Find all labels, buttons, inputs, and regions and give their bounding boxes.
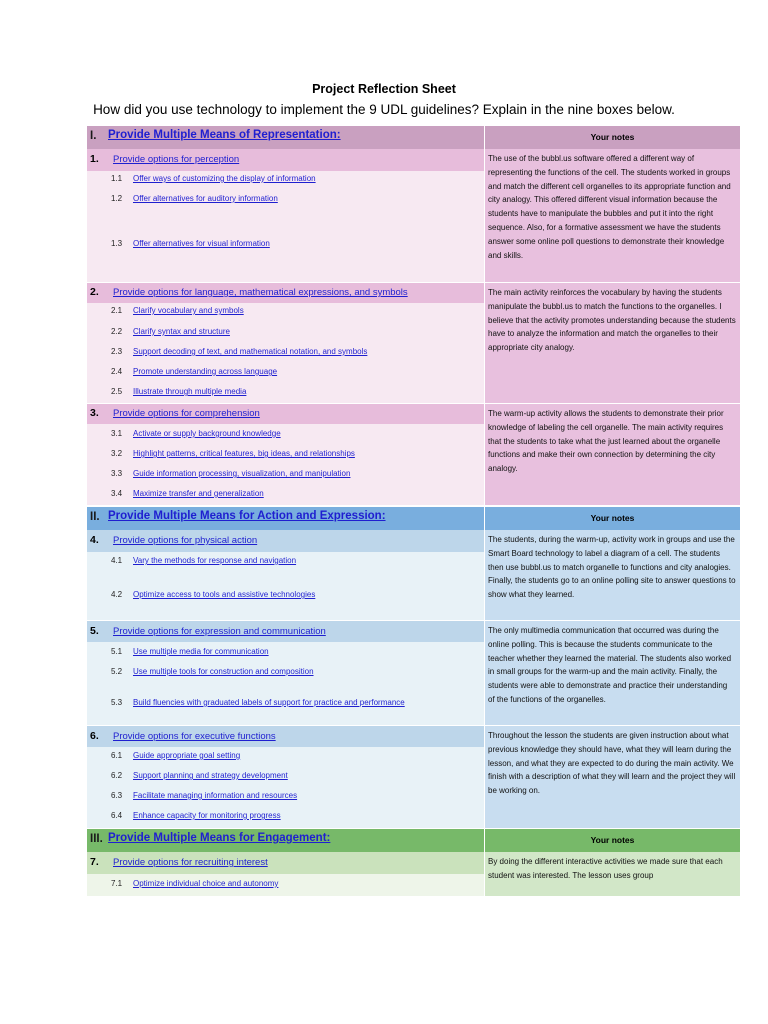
guideline-number: 5. (90, 624, 99, 637)
section-header-left (87, 507, 484, 530)
section-header-left (87, 829, 484, 852)
guideline-number: 4. (90, 534, 99, 546)
checkpoint-number: 2.3 (111, 347, 123, 356)
checkpoint-item (111, 791, 297, 800)
section-number: III. (90, 833, 103, 845)
checkpoint-number: 3.1 (111, 429, 123, 438)
guideline-header (87, 621, 484, 642)
checkpoint-link[interactable]: Enhance capacity for monitoring progress (133, 811, 281, 820)
guideline-title-link[interactable]: Provide options for expression and communication (113, 625, 326, 637)
checkpoint-item (111, 449, 355, 458)
checkpoint-number: 4.1 (111, 556, 123, 565)
checkpoint-link[interactable]: Clarify syntax and structure (133, 327, 230, 336)
notes-header: Your notes (485, 126, 740, 149)
checkpoint-link[interactable]: Build fluencies with graduated labels of support for practice and performance (133, 698, 405, 707)
guideline-title-link[interactable]: Provide options for language, mathematical expressions, and symbols (113, 287, 408, 298)
checkpoint-item (111, 347, 367, 356)
checkpoint-link[interactable]: Promote understanding across language (133, 367, 278, 376)
checkpoint-number: 7.1 (111, 879, 123, 888)
checkpoint-number: 1.1 (111, 174, 123, 183)
section-title-link[interactable]: Provide Multiple Means for Action and Expression: (108, 510, 386, 522)
notes-header: Your notes (485, 507, 740, 530)
checkpoint-number: 5.2 (111, 667, 123, 676)
checkpoint-item (111, 879, 278, 888)
section-number: I. (90, 130, 97, 142)
checkpoint-number: 1.2 (111, 194, 123, 203)
guideline-number: 3. (90, 407, 99, 419)
checkpoint-item (111, 698, 405, 707)
checkpoint-link[interactable]: Offer alternatives for visual information (133, 239, 270, 248)
checkpoint-number: 6.2 (111, 771, 123, 780)
notes-text: The students, during the warm-up, activity work in groups and use the Smart Board technology to label a diagram of a cell. The students then use bubbl.us to match organelle to functions and city analogies. Finally, the students go to an online polling site to answer questions to show what they learned. (488, 535, 736, 600)
guideline-header (87, 852, 484, 874)
notes-cell (485, 404, 740, 505)
checkpoint-link[interactable]: Offer alternatives for auditory information (133, 194, 278, 203)
guideline-title-link[interactable]: Provide options for recruiting interest (113, 857, 268, 868)
checkpoint-link[interactable]: Clarify vocabulary and symbols (133, 306, 244, 315)
guideline-number: 7. (90, 856, 99, 868)
guideline-block (87, 726, 484, 828)
checkpoint-number: 3.2 (111, 449, 123, 458)
checkpoint-link[interactable]: Guide information processing, visualization, and manipulation (133, 469, 351, 478)
checkpoint-link[interactable]: Support planning and strategy development (133, 771, 288, 780)
notes-cell (485, 530, 740, 620)
checkpoint-link[interactable]: Guide appropriate goal setting (133, 751, 241, 760)
guideline-block (87, 621, 484, 725)
guideline-title-link[interactable]: Provide options for executive functions (113, 730, 276, 742)
checkpoint-link[interactable]: Use multiple tools for construction and composition (133, 667, 314, 676)
checkpoint-item (111, 194, 278, 203)
notes-cell (485, 852, 740, 896)
checkpoint-number: 1.3 (111, 239, 123, 248)
checkpoint-number: 2.4 (111, 367, 123, 376)
checkpoint-item (111, 429, 281, 438)
checkpoint-link[interactable]: Facilitate managing information and resources (133, 791, 298, 800)
guideline-block (87, 149, 484, 282)
checkpoint-link[interactable]: Use multiple media for communication (133, 647, 269, 656)
checkpoint-number: 2.5 (111, 387, 123, 396)
checkpoint-item (111, 387, 246, 396)
notes-text: By doing the different interactive activities we made sure that each student was interested. The lesson uses group (488, 857, 723, 880)
guideline-header (87, 404, 484, 424)
checkpoint-link[interactable]: Offer ways of customizing the display of information (133, 174, 316, 183)
section-number: II. (90, 511, 100, 523)
guideline-block (87, 404, 484, 505)
checkpoint-item (111, 239, 270, 248)
checkpoint-number: 5.3 (111, 698, 123, 707)
checkpoint-number: 6.3 (111, 791, 123, 800)
guideline-block (87, 283, 484, 403)
section-header-left (87, 126, 484, 149)
guideline-header (87, 726, 484, 747)
checkpoint-item (111, 811, 281, 820)
notes-cell (485, 621, 740, 725)
checkpoint-item (111, 174, 316, 183)
checkpoint-link[interactable]: Highlight patterns, critical features, big ideas, and relationships (133, 449, 355, 458)
guideline-block (87, 852, 484, 896)
checkpoint-link[interactable]: Activate or supply background knowledge (133, 429, 281, 438)
checkpoint-number: 2.2 (111, 327, 123, 336)
checkpoint-number: 6.4 (111, 811, 123, 820)
checkpoint-link[interactable]: Support decoding of text, and mathematical notation, and symbols (133, 347, 368, 356)
checkpoint-item (111, 771, 288, 780)
checkpoint-link[interactable]: Vary the methods for response and navigation (133, 556, 297, 565)
guideline-number: 6. (90, 729, 99, 742)
checkpoint-number: 3.4 (111, 489, 123, 498)
guideline-title-link[interactable]: Provide options for perception (113, 154, 240, 165)
notes-text: The only multimedia communication that occurred was during the online polling. This is because the students communicate to the teacher whether they learned the material. The students also worked in small groups for the warm-up and the main activity. Finally, the students were able to demonstrate and practice their understanding of the functions of the organelles. (488, 626, 732, 704)
section-header (87, 507, 740, 530)
checkpoint-item (111, 306, 244, 315)
checkpoint-item (111, 751, 240, 760)
checkpoint-item (111, 647, 269, 656)
notes-text: The warm-up activity allows the students to demonstrate their prior knowledge of labeling the cell organelle. The main activity requires that the students to take what the just learned about the organelle functions and make their own connection by determining the city analogy. (488, 409, 724, 474)
checkpoint-number: 3.3 (111, 469, 123, 478)
checkpoint-link[interactable]: Optimize access to tools and assistive technologies (133, 590, 316, 599)
notes-header: Your notes (485, 829, 740, 852)
guideline-block (87, 530, 484, 620)
page-subtitle: How did you use technology to implement the 9 UDL guidelines? Explain in the nine boxes below. (93, 102, 675, 117)
notes-cell (485, 283, 740, 403)
section-header (87, 829, 740, 852)
section-title-link[interactable]: Provide Multiple Means for Engagement: (108, 832, 331, 844)
checkpoint-item (111, 556, 296, 565)
checkpoint-item (111, 489, 264, 498)
guideline-title-link[interactable]: Provide options for comprehension (113, 408, 260, 419)
checkpoint-number: 5.1 (111, 647, 123, 656)
checkpoint-number: 2.1 (111, 306, 123, 315)
checkpoint-link[interactable]: Maximize transfer and generalization (133, 489, 264, 498)
checkpoint-link[interactable]: Optimize individual choice and autonomy (133, 879, 279, 888)
guideline-header (87, 149, 484, 171)
section-title-link[interactable]: Provide Multiple Means of Representation: (108, 129, 341, 141)
notes-cell (485, 726, 740, 828)
checkpoint-item (111, 667, 314, 676)
guideline-header (87, 530, 484, 552)
checkpoint-number: 6.1 (111, 751, 123, 760)
notes-text: The use of the bubbl.us software offered a different way of representing the functions of the cell. The students worked in groups and match the different cell organelles to its appropriate function and city analogy. This offered different visual information because the students have to manipulate the bubbles and put it into the right sequence. Also, for a formative assessment we have the students answer some online poll questions to demonstrate their knowledge and skills. (488, 154, 731, 260)
section-header (87, 126, 740, 149)
checkpoint-link[interactable]: Illustrate through multiple media (133, 387, 247, 396)
guideline-number: 2. (90, 286, 99, 298)
page-title: Project Reflection Sheet (312, 82, 456, 96)
notes-text: Throughout the lesson the students are given instruction about what previous knowledge they should have, what they will learn during the lesson, and what they are expected to do during the main activity. We finish with a description of what they will learn and the project they will be working on. (488, 731, 736, 796)
notes-text: The main activity reinforces the vocabulary by having the students manipulate the bubbl.us to match the functions to the organelles. I believe that the activity promotes understanding because the students have to analyze the information and match the organelles to their appropriate city analogy. (488, 288, 736, 353)
guideline-title-link[interactable]: Provide options for physical action (113, 535, 258, 546)
checkpoint-number: 4.2 (111, 590, 123, 599)
checkpoint-item (111, 367, 277, 376)
guideline-header (87, 283, 484, 303)
checkpoint-item (111, 469, 350, 478)
checkpoint-item (111, 590, 315, 599)
notes-cell (485, 149, 740, 282)
guideline-number: 1. (90, 153, 99, 165)
checkpoint-item (111, 327, 230, 336)
